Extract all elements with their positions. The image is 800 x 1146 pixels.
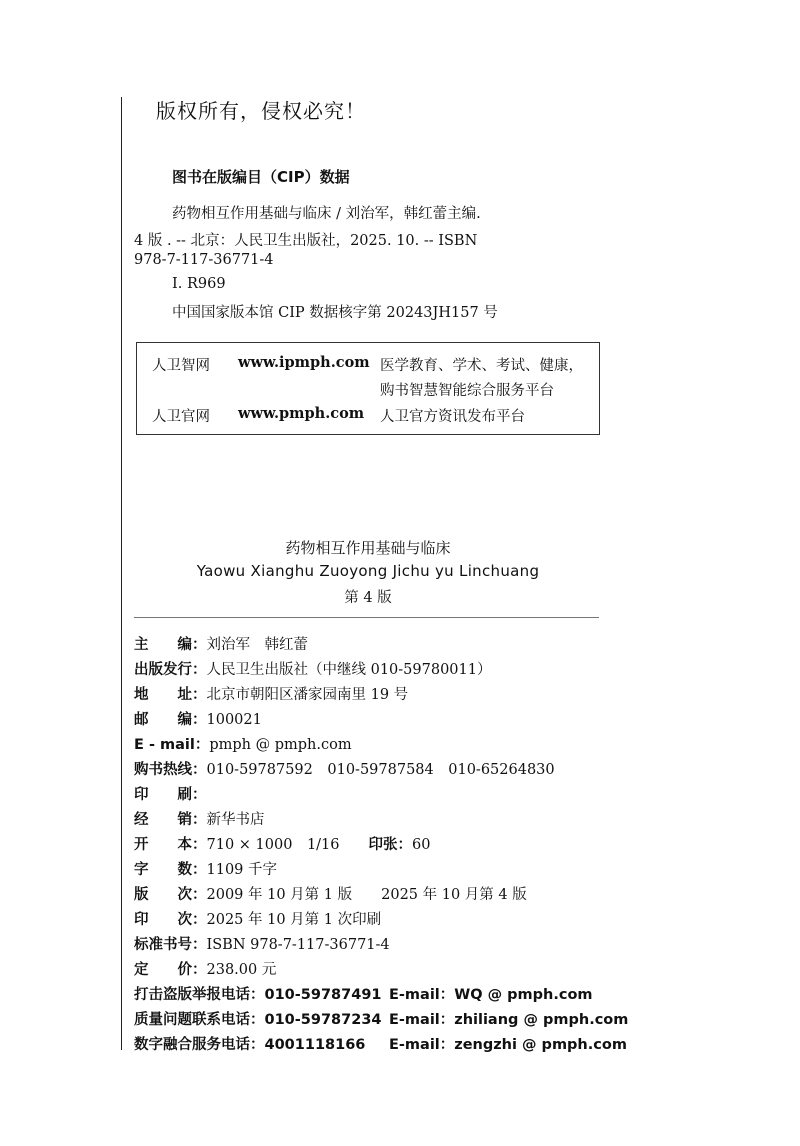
book-title-pinyin: Yaowu Xianghu Zuoyong Jichu yu Linchuang: [196, 562, 540, 580]
website-description: 人卫官方资讯发布平台: [380, 409, 525, 425]
info-row-wordcount: 字 数：1109 千字: [134, 862, 278, 878]
contact-row-digital: 数字融合服务电话：4001118166 E-mail：zengzhi @ pmph.com: [134, 1037, 627, 1053]
contact-row-quality: 质量问题联系电话：010-59787234 E-mail：zhiliang @ pmph.com: [134, 1012, 629, 1028]
info-row-printing: 印 次：2025 年 10 月第 1 次印刷: [134, 912, 382, 928]
copyright-notice: 版权所有，侵权必究！: [156, 99, 366, 123]
website-name: 人卫智网: [152, 358, 210, 374]
cip-line: 978-7-117-36771-4: [134, 252, 274, 268]
cip-line: Ⅰ. R969: [172, 276, 226, 292]
info-row-postcode: 邮 编：100021: [134, 712, 262, 728]
info-row-hotline: 购书热线：010-59787592 010-59787584 010-65264830: [134, 762, 555, 778]
contact-row-antipiracy: 打击盗版举报电话：010-59787491 E-mail：WQ @ pmph.com: [134, 987, 593, 1003]
info-row-email: E - mail：pmph @ pmph.com: [134, 737, 352, 753]
info-row-editor: 主 编：刘治军 韩红蕾: [134, 637, 308, 653]
cip-line: 中国国家版本馆 CIP 数据核字第 20243JH157 号: [172, 305, 498, 321]
website-box: [136, 342, 600, 435]
book-edition: 第 4 版: [344, 590, 392, 606]
website-url-link[interactable]: www.pmph.com: [238, 405, 365, 422]
info-row-format: 开 本：710 × 1000 1/16 印张：60: [134, 837, 431, 853]
divider: [134, 617, 599, 618]
cip-line: 药物相互作用基础与临床 / 刘治军，韩红蕾主编.: [172, 206, 481, 222]
website-name: 人卫官网: [152, 409, 210, 425]
book-title: 药物相互作用基础与临床: [285, 539, 451, 557]
info-row-printer: 印 刷：: [134, 787, 207, 803]
website-url-link[interactable]: www.ipmph.com: [238, 354, 370, 371]
cip-line: 4 版 . -- 北京：人民卫生出版社，2025. 10. -- ISBN: [134, 233, 478, 249]
info-row-isbn: 标准书号：ISBN 978-7-117-36771-4: [134, 937, 390, 953]
info-row-price: 定 价：238.00 元: [134, 962, 277, 978]
info-row-publisher: 出版发行：人民卫生出版社（中继线 010-59780011）: [134, 662, 492, 678]
website-description: 医学教育、学术、考试、健康，: [380, 358, 583, 374]
website-description: 购书智慧智能综合服务平台: [380, 383, 554, 399]
info-row-distributor: 经 销：新华书店: [134, 812, 265, 828]
cip-heading: 图书在版编目（CIP）数据: [172, 168, 350, 186]
info-row-edition: 版 次：2009 年 10 月第 1 版 2025 年 10 月第 4 版: [134, 887, 527, 903]
info-row-address: 地 址：北京市朝阳区潘家园南里 19 号: [134, 687, 409, 703]
